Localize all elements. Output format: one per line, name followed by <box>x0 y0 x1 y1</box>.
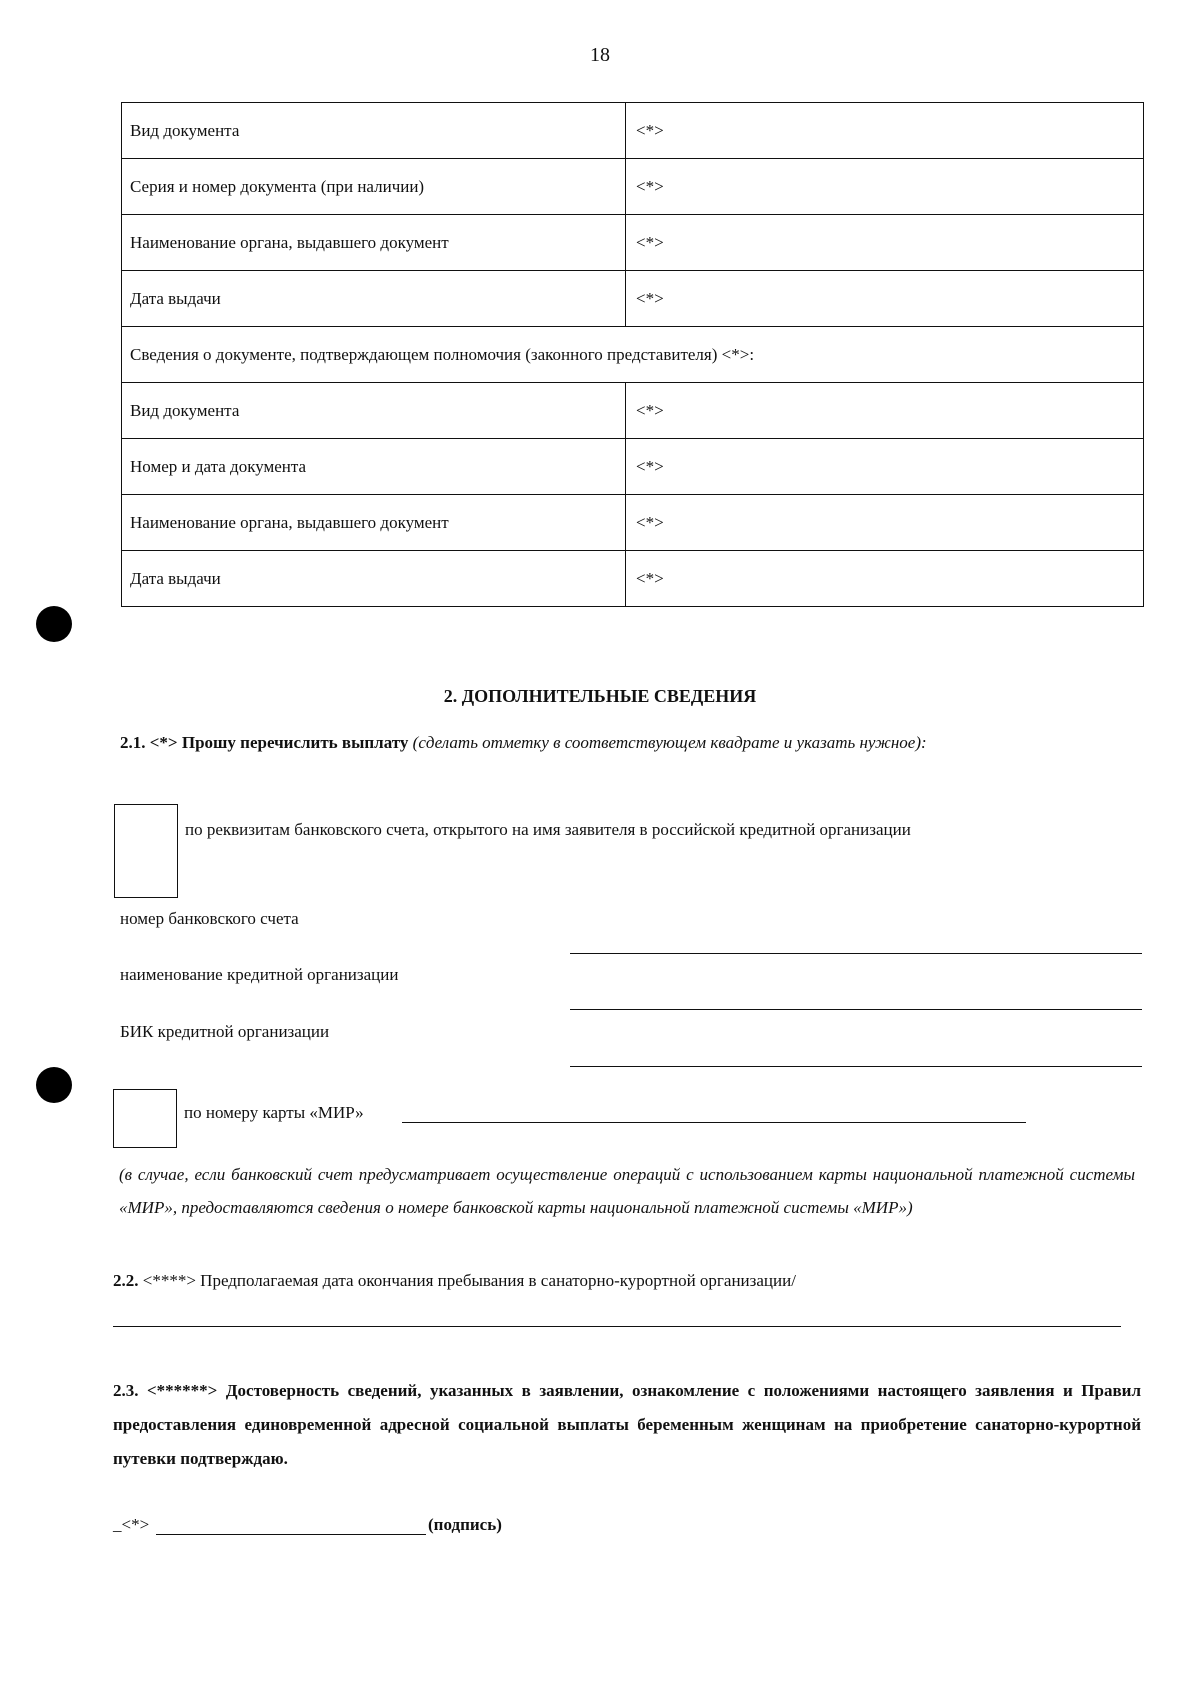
row-label: Наименование органа, выдавшего документ <box>122 215 626 271</box>
table-row-header <box>122 327 1144 383</box>
row-value-field[interactable]: <*> <box>626 159 1144 215</box>
table-row <box>122 159 1144 215</box>
document-details-table <box>121 102 1144 607</box>
bik-field[interactable] <box>570 1066 1142 1067</box>
row-label: Дата выдачи <box>122 551 626 607</box>
row-value-field[interactable]: <*> <box>626 215 1144 271</box>
row-value-field[interactable]: <*> <box>626 383 1144 439</box>
paragraph-2-1 <box>120 733 927 753</box>
paragraph-2-2-text: <****> Предполагаемая дата окончания пребывания в санаторно-курортной организации/ <box>138 1271 796 1290</box>
table-row <box>122 103 1144 159</box>
punch-hole-icon <box>36 606 72 642</box>
table-row <box>122 551 1144 607</box>
representative-section-heading: Сведения о документе, подтверждающем полномочия (законного представителя) <*>: <box>122 327 1144 383</box>
row-label: Вид документа <box>122 103 626 159</box>
section-title: 2. ДОПОЛНИТЕЛЬНЫЕ СВЕДЕНИЯ <box>443 686 757 706</box>
paragraph-2-3: 2.3. <******> Достоверность сведений, указанных в заявлении, ознакомление с положениями настоящего заявления и Правил предоставления единовременной адресной социальной выплаты беременным женщинам на приобретение санаторно-курортной путевки подтверждаю. <box>113 1381 1141 1468</box>
bank-account-option-label: по реквизитам банковского счета, открытого на имя заявителя в российской кредитной организации <box>185 820 911 839</box>
mir-card-number-field[interactable] <box>402 1122 1026 1123</box>
row-label: Серия и номер документа (при наличии) <box>122 159 626 215</box>
row-value-field[interactable]: <*> <box>626 495 1144 551</box>
bank-name-label: наименование кредитной организации <box>120 965 399 984</box>
mir-card-checkbox[interactable] <box>113 1089 177 1148</box>
table-row <box>122 271 1144 327</box>
bik-label: БИК кредитной организации <box>120 1022 330 1041</box>
signature-label: (подпись) <box>428 1515 502 1534</box>
table-row <box>122 439 1144 495</box>
page-number: 18 <box>590 44 610 66</box>
row-label: Вид документа <box>122 383 626 439</box>
row-value-field[interactable]: <*> <box>626 551 1144 607</box>
paragraph-2-2-number: 2.2. <box>113 1271 139 1290</box>
row-value-field[interactable]: <*> <box>626 103 1144 159</box>
signature-prefix: _<*> <box>113 1515 150 1534</box>
paragraph-2-2 <box>113 1271 796 1291</box>
signature-field[interactable] <box>156 1534 426 1535</box>
mir-card-option-label: по номеру карты «МИР» <box>184 1103 364 1122</box>
row-label: Дата выдачи <box>122 271 626 327</box>
table-row <box>122 215 1144 271</box>
bank-name-field[interactable] <box>570 1009 1142 1010</box>
row-value-field[interactable]: <*> <box>626 271 1144 327</box>
table-row <box>122 495 1144 551</box>
table-row <box>122 383 1144 439</box>
bank-account-checkbox[interactable] <box>114 804 178 898</box>
row-value-field[interactable]: <*> <box>626 439 1144 495</box>
row-label: Наименование органа, выдавшего документ <box>122 495 626 551</box>
paragraph-2-1-instruction: (сделать отметку в соответствующем квадрате и указать нужное): <box>412 733 927 752</box>
mir-card-note: (в случае, если банковский счет предусматривает осуществление операций с использованием карты национальной платежной системы «МИР», предоставляются сведения о номере банковской карты национальной платежной системы «МИР») <box>119 1165 1135 1217</box>
punch-hole-icon <box>36 1067 72 1103</box>
account-number-label: номер банковского счета <box>120 909 299 928</box>
stay-end-date-field[interactable] <box>113 1326 1121 1327</box>
paragraph-2-1-lead: 2.1. <*> Прошу перечислить выплату <box>120 733 409 752</box>
row-label: Номер и дата документа <box>122 439 626 495</box>
account-number-field[interactable] <box>570 953 1142 954</box>
